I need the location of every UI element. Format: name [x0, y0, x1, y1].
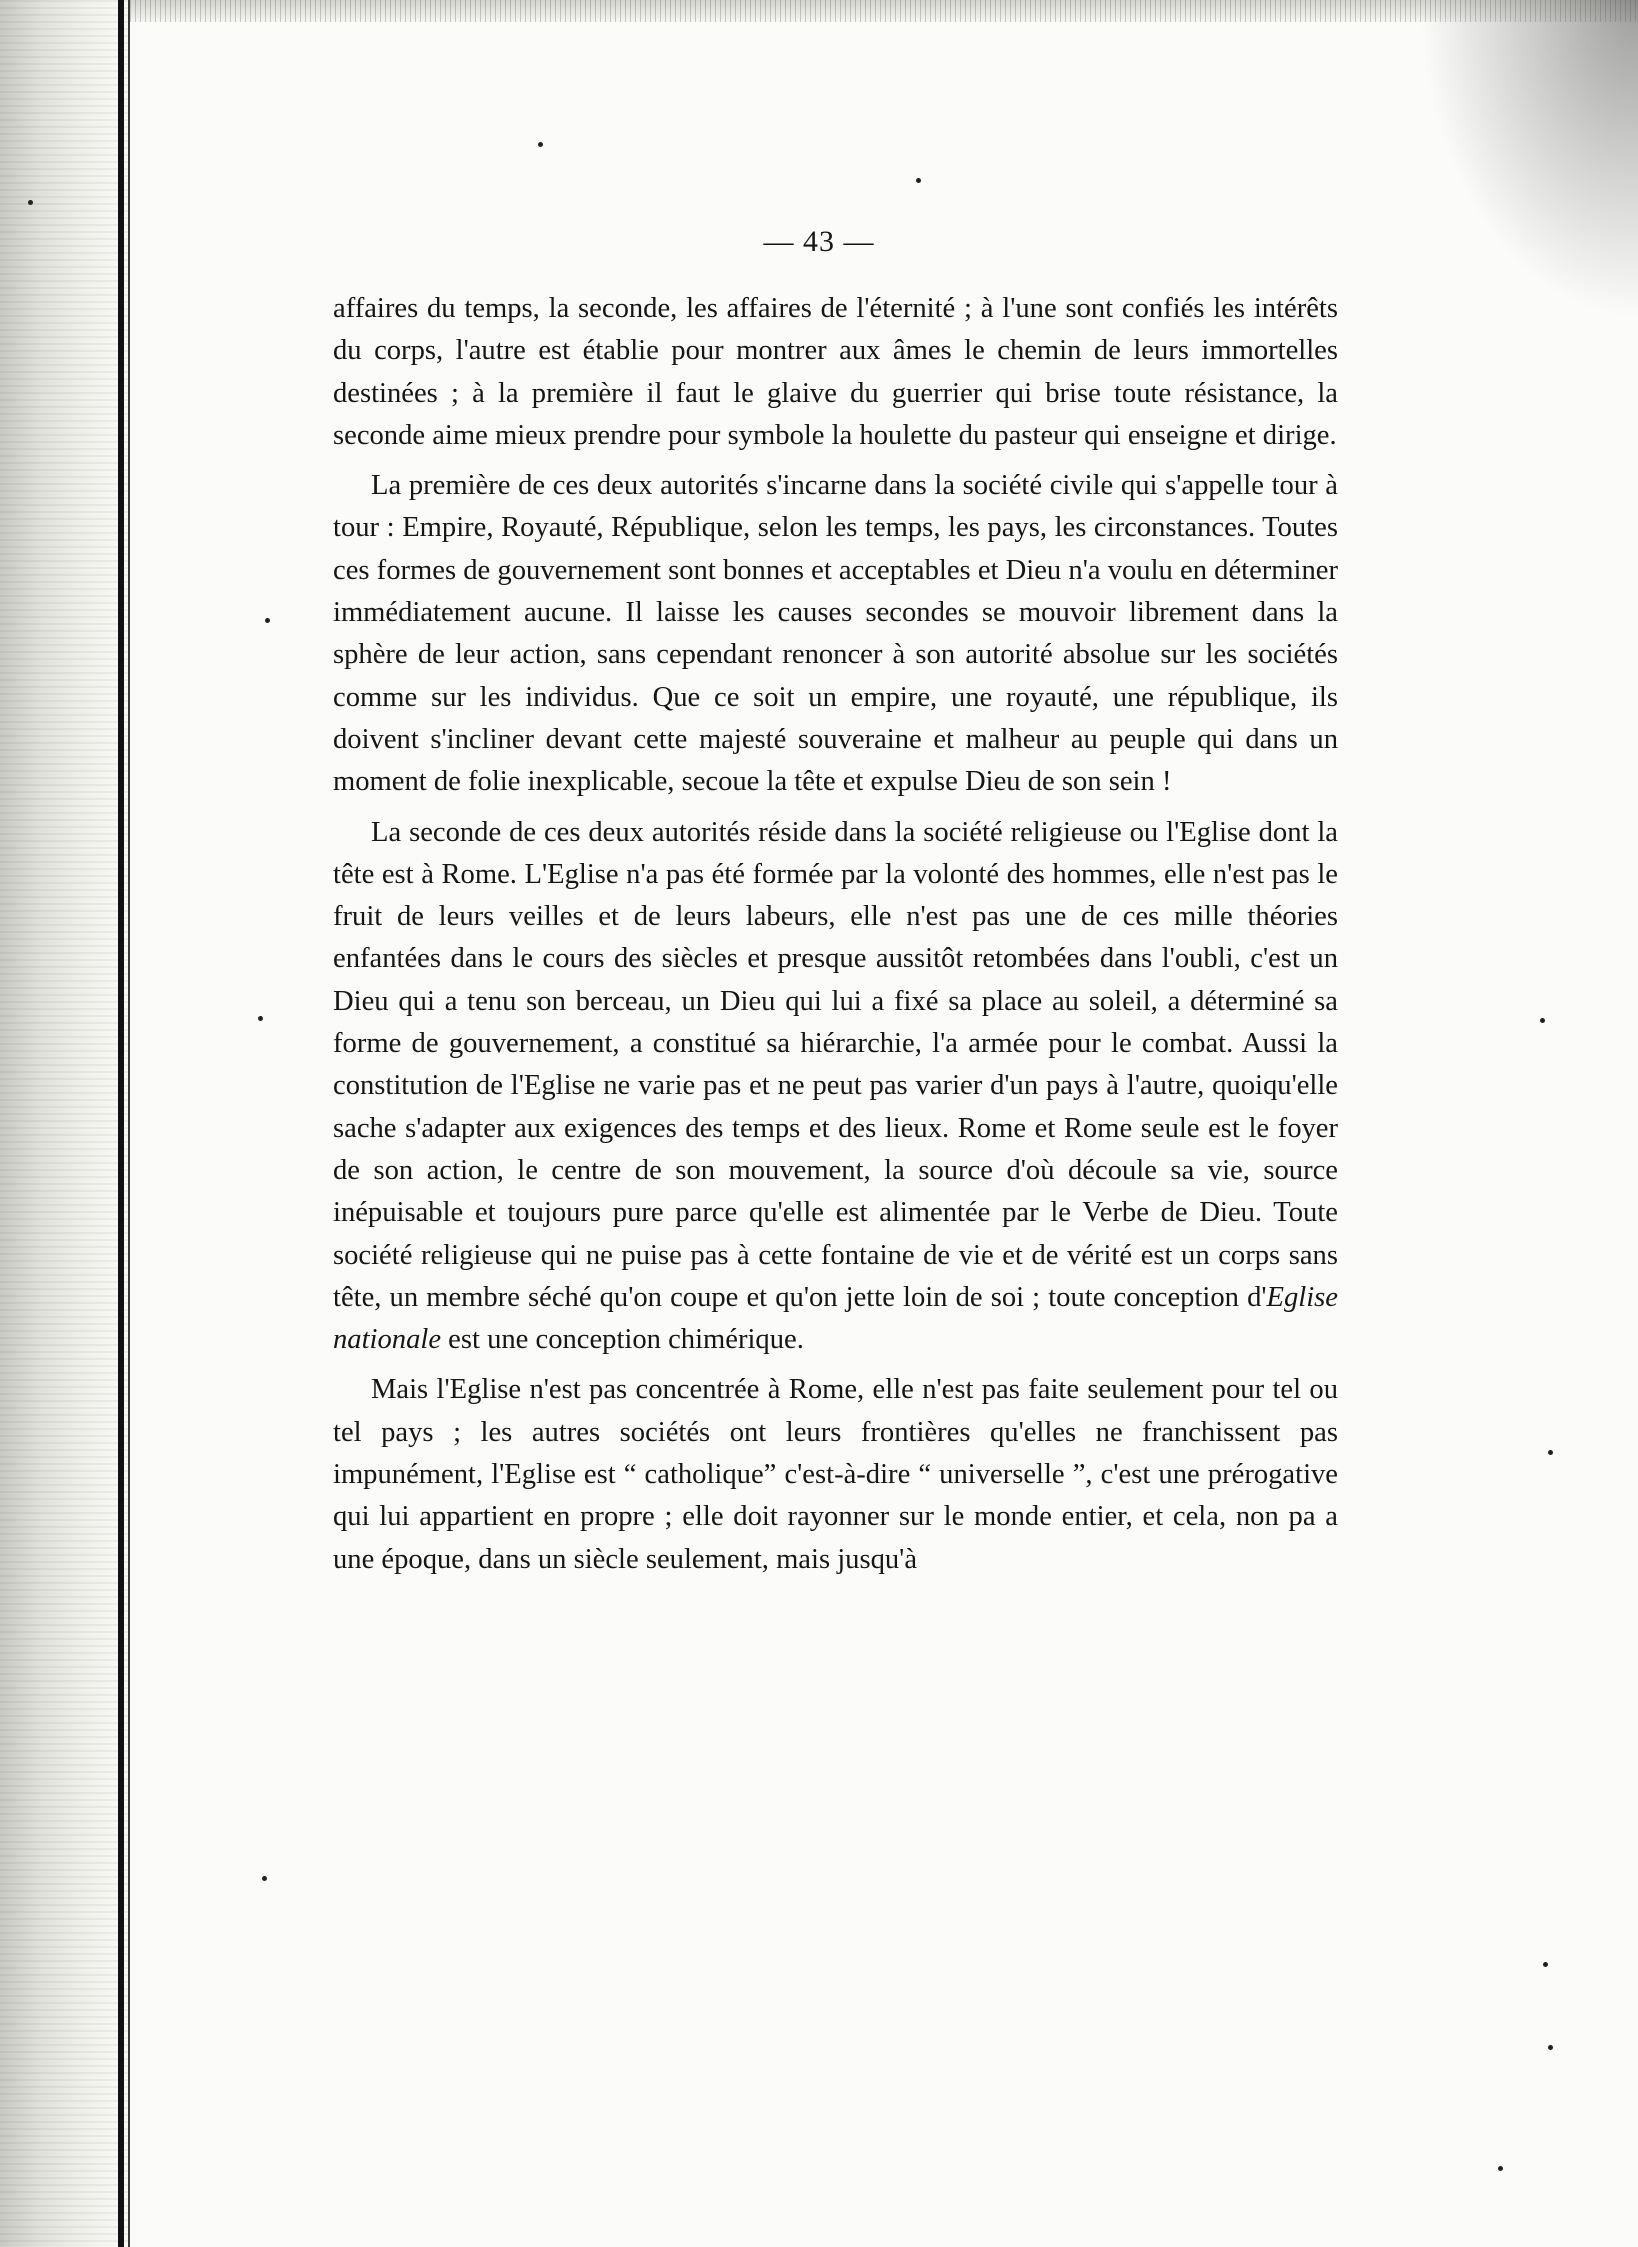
scan-speck — [1540, 1018, 1545, 1023]
scan-speck — [1548, 1450, 1553, 1455]
scan-speck — [538, 142, 543, 147]
paragraph-text: est une conception chimérique. — [441, 1324, 804, 1356]
scan-top-edge — [0, 0, 1638, 22]
paragraph — [333, 812, 1338, 1362]
scan-binding-edge — [0, 0, 130, 2247]
scan-speck — [262, 1876, 267, 1881]
scan-speck — [258, 1016, 263, 1021]
scan-speck — [28, 200, 33, 205]
page-number: — 43 — — [763, 225, 875, 258]
scan-speck — [1498, 2166, 1503, 2171]
paragraph: Mais l'Eglise n'est pas concentrée à Rome, elle n'est pas faite seulement pour tel ou tel pays ; les autres sociétés ont leurs frontières qu'elles ne franchissent pas impunément, l'Eglise est “ catholique” c'est-à-dire “ universelle ”, c'est une prérogative qui lui appartient en propre ; elle doit rayonner sur le monde entier, et cela, non pa a une époque, dans un siècle seulement, mais jusqu'à — [333, 1374, 1338, 1575]
binding-rule — [118, 0, 124, 2247]
paragraph: affaires du temps, la seconde, les affaires de l'éternité ; à l'une sont confiés les intérêts du corps, l'autre est établie pour montrer aux âmes le chemin de leurs immortelles destinées ; à la première il faut le glaive du guerrier qui brise toute résistance, la seconde aime mieux prendre pour symbole la houlette du pasteur qui enseigne et dirige. — [333, 293, 1338, 451]
scan-speck — [1548, 2045, 1553, 2050]
paragraph-text: La seconde de ces deux autorités réside dans la société religieuse ou l'Eglise dont la tête est à Rome. L'Eglise n'a pas été formée par la volonté des hommes, elle n'est pas le fruit de leurs veilles et de leurs labeurs, elle n'est pas une de ces mille théories enfantées dans le cours des siècles et presque aussitôt retombées dans l'oubli, c'est un Dieu qui a tenu son berceau, un Dieu qui lui a fixé sa place au soleil, a déterminé sa forme de gouvernement, a constitué sa hiérarchie, l'a armée pour le combat. Aussi la constitution de l'Eglise ne varie pas et ne peut pas varier d'un pays à l'autre, quoiqu'elle sache s'adapter aux exigences des temps et des lieux. Rome et Rome seule est le foyer de son action, le centre de son mouvement, la source d'où découle sa vie, source inépuisable et toujours pure parce qu'elle est alimentée par le Verbe de Dieu. Toute société religieuse qui ne puise pas à cette fontaine de vie et de vérité est un corps sans tête, un membre séché qu'on coupe et qu'on jette loin de soi ; toute conception d' — [333, 816, 1338, 1313]
scan-corner-shadow — [1418, 0, 1638, 320]
italic-term: Eglise nationale — [333, 1281, 1338, 1356]
body-text — [333, 288, 1338, 1581]
paragraph: La première de ces deux autorités s'incarne dans la société civile qui s'appelle tour à tour : Empire, Royauté, République, selon les temps, les pays, les circonstances. Toutes ces formes de gouvernement sont bonnes et acceptables et Dieu n'a voulu en déterminer immédiatement aucune. Il laisse les causes secondes se mouvoir librement dans la sphère de leur action, sans cependant renoncer à son autorité absolue sur les sociétés comme sur les individus. Que ce soit un empire, une royauté, une république, ils doivent s'incliner devant cette majesté souveraine et malheur au peuple qui dans un moment de folie inexplicable, secoue la tête et expulse Dieu de son sein ! — [333, 470, 1338, 798]
scan-speck — [916, 178, 921, 183]
scan-speck — [265, 618, 270, 623]
binding-rule-secondary — [128, 0, 130, 2247]
scan-speck — [1543, 1962, 1548, 1967]
